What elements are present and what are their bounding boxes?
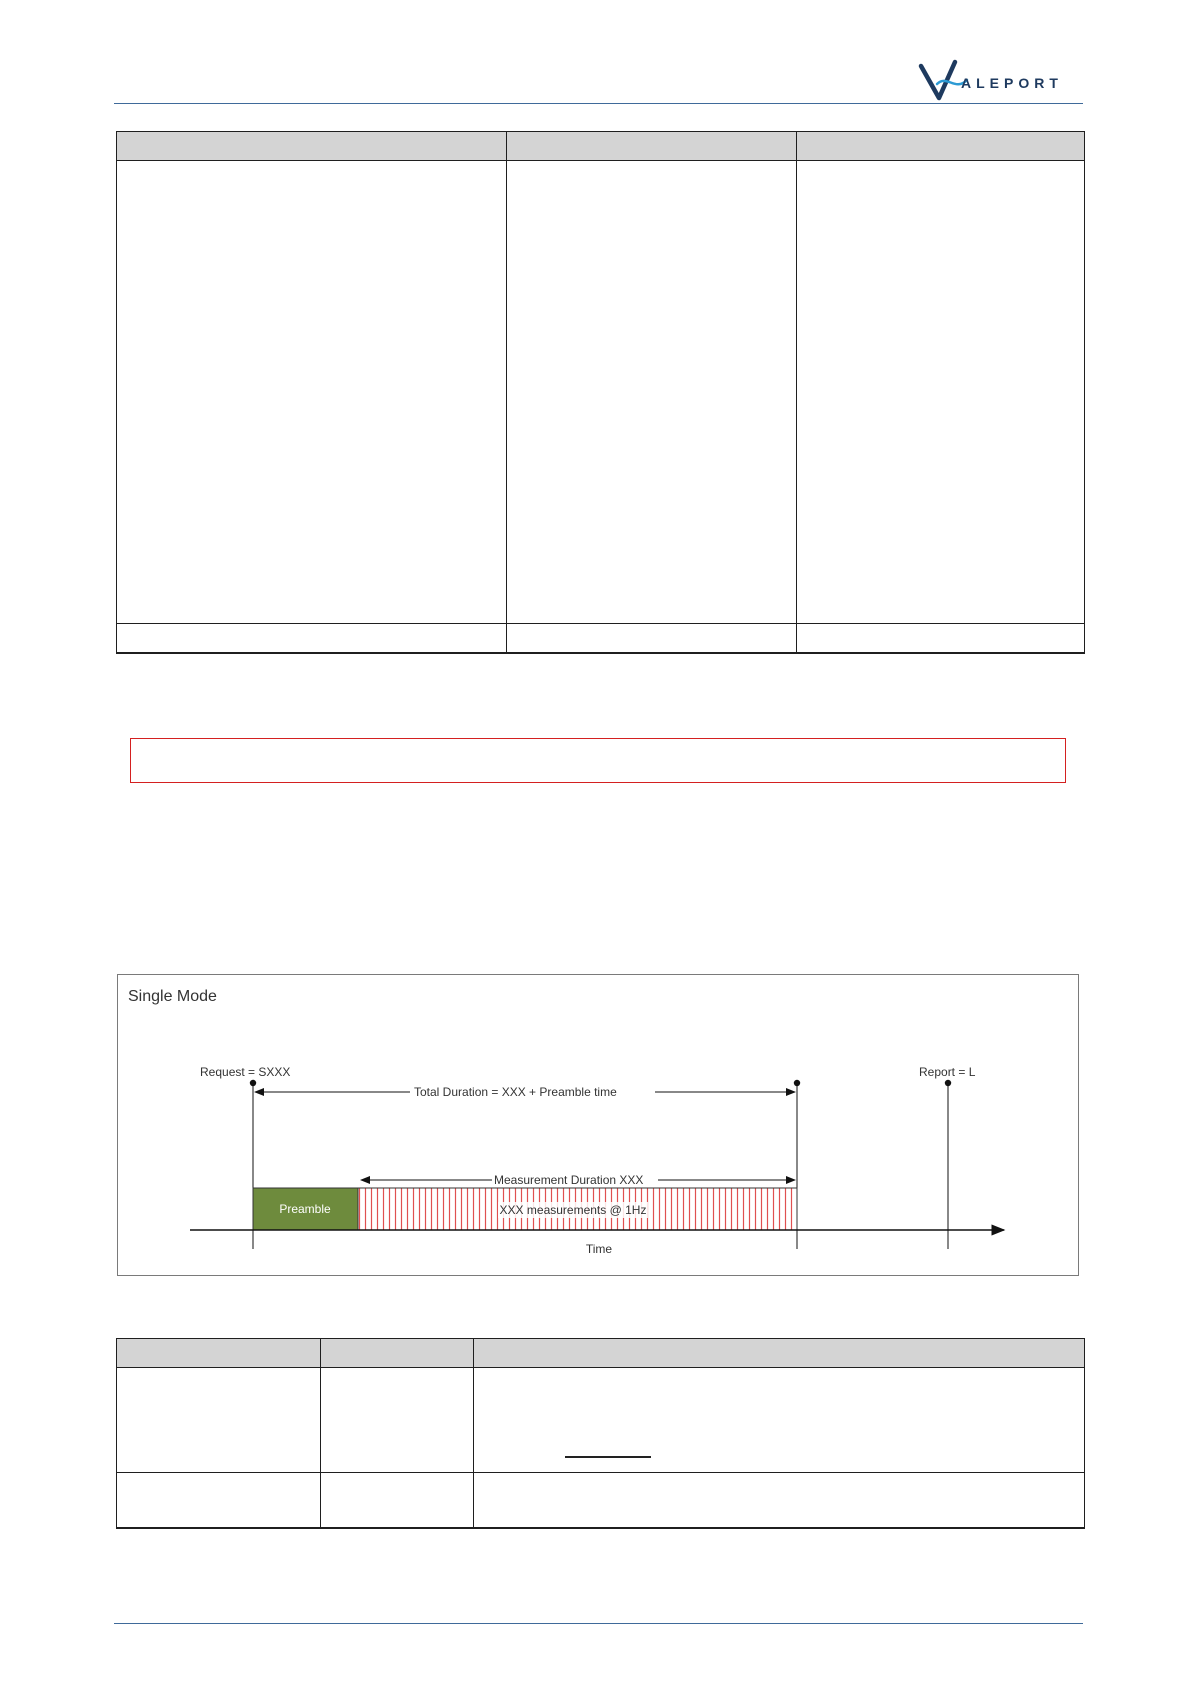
table-cell (507, 624, 797, 653)
table-header-cell (474, 1339, 1085, 1368)
warning-note-box (130, 738, 1066, 783)
parameter-table (116, 131, 1085, 654)
preamble-label: Preamble (279, 1202, 331, 1216)
request-label: Request = SXXX (200, 1065, 291, 1079)
table-header-row (117, 1339, 1085, 1368)
end-marker-dot (794, 1080, 800, 1086)
table-row (117, 161, 1085, 624)
table-header-cell (117, 132, 507, 161)
report-label: Report = L (919, 1065, 976, 1079)
table-cell (321, 1368, 474, 1473)
table-cell (321, 1473, 474, 1528)
table-row (117, 1473, 1085, 1528)
table-header-cell (797, 132, 1085, 161)
logo-wordmark: ALEPORT (961, 75, 1063, 91)
command-table (116, 1338, 1085, 1529)
link-underline (565, 1456, 651, 1458)
table-cell (117, 624, 507, 653)
table-cell (117, 1473, 321, 1528)
table-cell (117, 161, 507, 624)
single-mode-diagram (117, 974, 1079, 1276)
footer-rule (114, 1623, 1083, 1624)
diagram-title: Single Mode (128, 988, 217, 1005)
table-row (117, 624, 1085, 653)
table-cell (797, 624, 1085, 653)
table-header-cell (117, 1339, 321, 1368)
table-cell (507, 161, 797, 624)
request-marker-dot (250, 1080, 256, 1086)
table-cell (474, 1473, 1085, 1528)
measurement-duration-label: Measurement Duration XXX (494, 1173, 644, 1187)
header-rule (114, 103, 1083, 104)
total-duration-label: Total Duration = XXX + Preamble time (414, 1085, 617, 1099)
time-axis-label: Time (585, 1242, 613, 1256)
table-cell (117, 1368, 321, 1473)
measurements-label: XXX measurements @ 1Hz (499, 1203, 647, 1217)
table-header-cell (507, 132, 797, 161)
table-cell (797, 161, 1085, 624)
valeport-logo (915, 58, 1075, 106)
report-marker-dot (945, 1080, 951, 1086)
table-header-cell (321, 1339, 474, 1368)
table-header-row (117, 132, 1085, 161)
